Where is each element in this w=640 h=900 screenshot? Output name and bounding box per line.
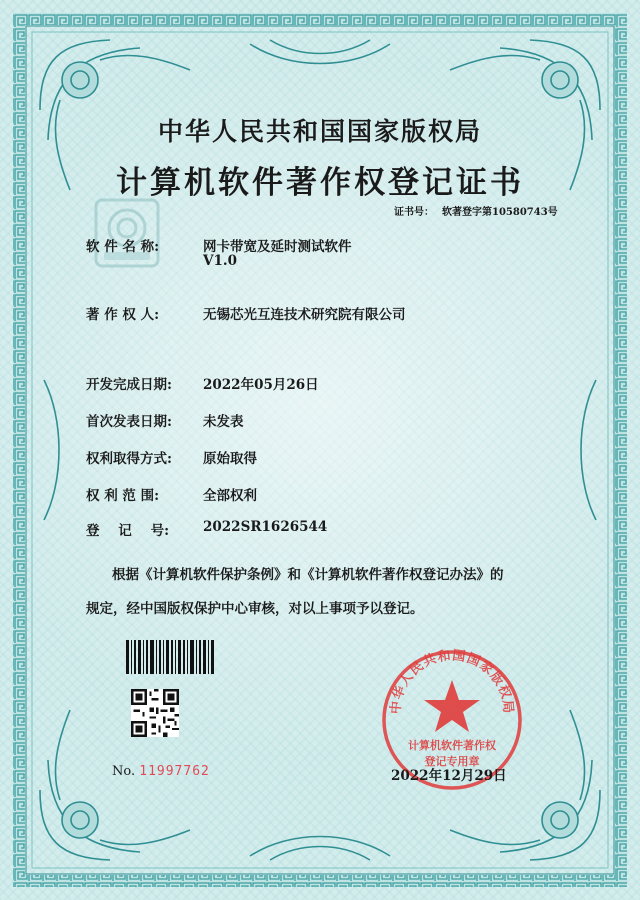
- seal-line-2: 登记专用章: [424, 755, 480, 768]
- software-name-label: 软 件 名 称:: [86, 239, 160, 255]
- copyright-owner-value: 无锡芯光互连技术研究院有限公司: [203, 307, 406, 323]
- certificate-number-label: 证书号：: [394, 207, 434, 218]
- certificate-number-value: 软著登字第10580743号: [442, 207, 558, 218]
- software-version-value: V1.0: [203, 253, 237, 269]
- registration-number-value: 2022SR1626544: [203, 519, 328, 535]
- software-name-value: 网卡带宽及延时测试软件: [203, 239, 352, 255]
- statement-line-1: 根据《计算机软件保护条例》和《计算机软件著作权登记办法》的: [112, 567, 504, 583]
- certificate-title: 计算机软件著作权登记证书: [116, 165, 524, 201]
- rights-acquisition-value: 原始取得: [203, 451, 257, 467]
- serial-number-label: No.: [112, 764, 136, 779]
- seal-arc-text: 中华人民共和国国家版权局: [388, 648, 516, 715]
- rights-scope-value: 全部权利: [203, 488, 257, 504]
- registration-number-label: 登 记 号:: [86, 523, 170, 539]
- serial-number: [112, 764, 210, 779]
- copyright-watermark-logo: [92, 196, 162, 270]
- issuer-title: 中华人民共和国国家版权局: [157, 117, 482, 146]
- rights-acquisition-label: 权利取得方式:: [86, 451, 172, 467]
- first-publish-date-value: 未发表: [203, 414, 244, 430]
- qr-code: [131, 689, 179, 737]
- seal-star-icon: [424, 680, 480, 732]
- seal-line-1: 计算机软件著作权: [408, 739, 496, 752]
- barcode: [126, 640, 214, 674]
- serial-number-value: 11997762: [139, 764, 210, 779]
- rights-scope-label: 权 利 范 围:: [86, 488, 160, 504]
- completion-date-label: 开发完成日期:: [86, 377, 172, 393]
- certificate-number: [394, 203, 558, 218]
- statement-line-2: 规定，经中国版权保护中心审核，对以上事项予以登记。: [86, 601, 424, 617]
- completion-date-value: 2022年05月26日: [203, 377, 319, 393]
- first-publish-date-label: 首次发表日期:: [86, 414, 172, 430]
- issue-date: 2022年12月29日: [391, 768, 507, 784]
- copyright-owner-label: 著 作 权 人:: [86, 307, 160, 323]
